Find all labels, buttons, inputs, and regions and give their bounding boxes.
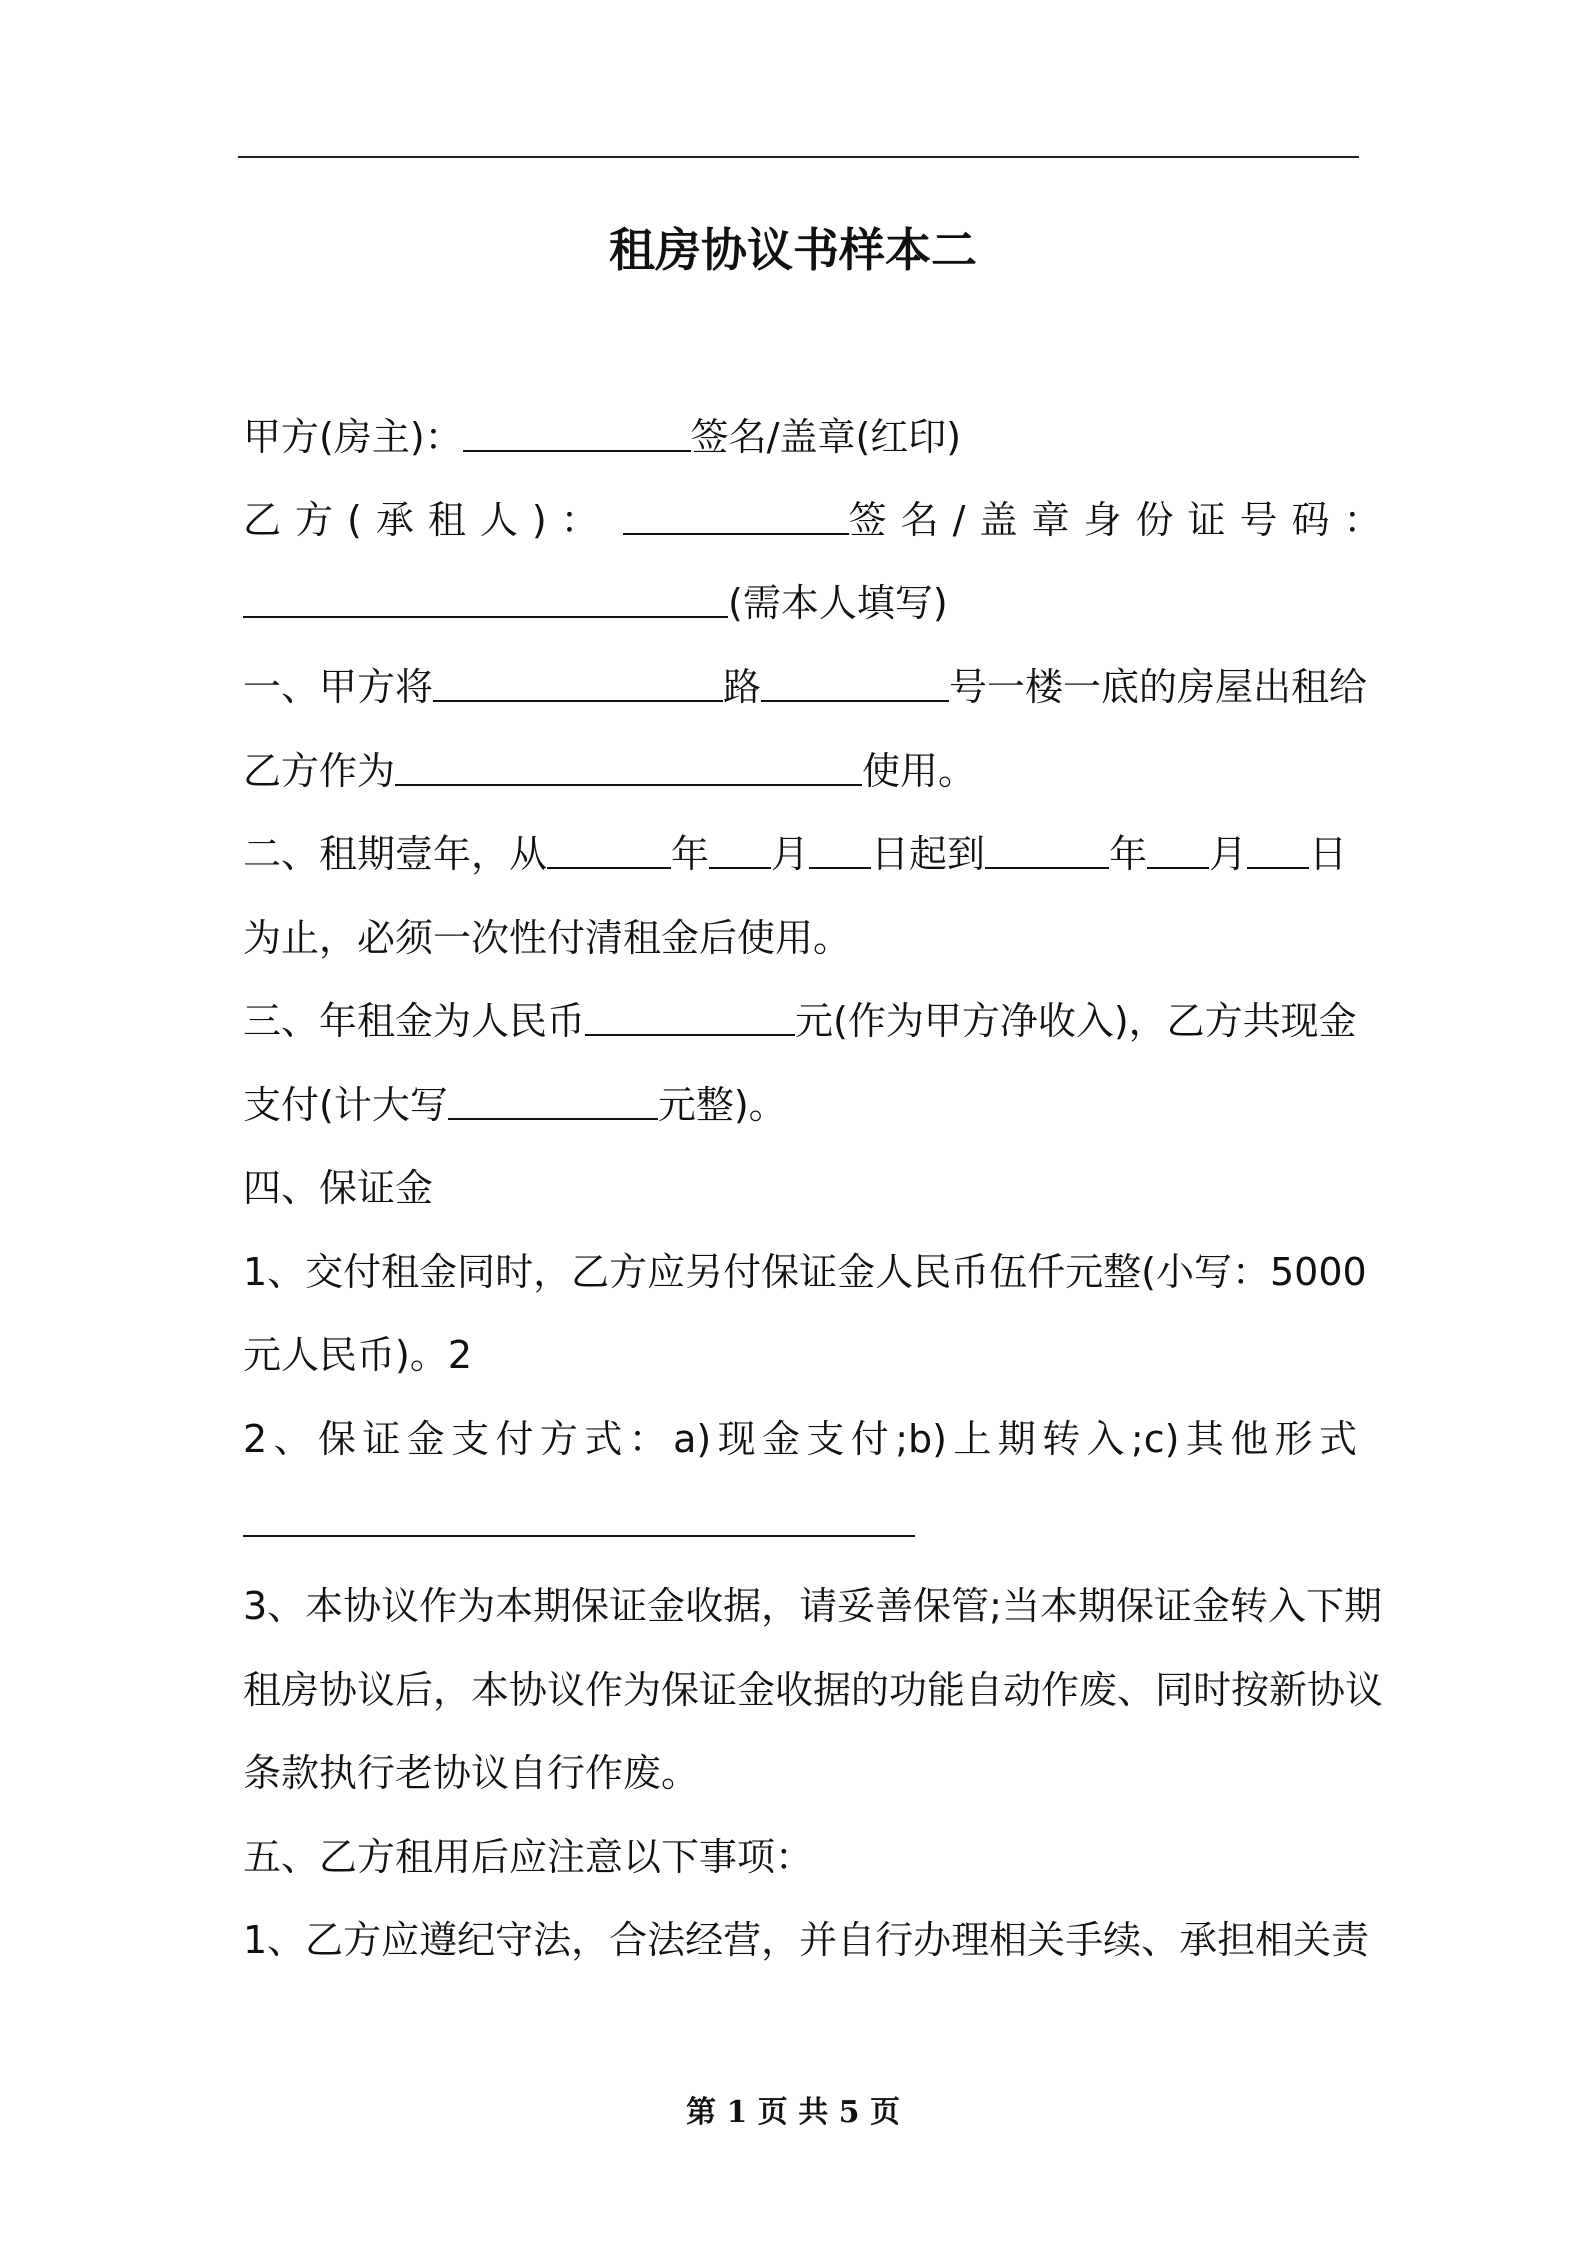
end-month-blank xyxy=(1147,837,1209,869)
clause-2-year-b: 年 xyxy=(1109,832,1148,876)
id-fill-note: (需本人填写) xyxy=(728,581,948,625)
line-tenant xyxy=(243,478,1396,562)
clause-1-text-d: 乙方作为 xyxy=(243,749,396,793)
landlord-sign-label: 签名/盖章(红印) xyxy=(690,415,962,459)
line-clause-1a xyxy=(243,645,1368,729)
clause-1-text-c: 号一楼一底的房屋出租给 xyxy=(949,665,1368,709)
page-number: 第 1 页 共 5 页 xyxy=(686,2095,900,2130)
line-clause-2a xyxy=(243,812,1357,896)
clause-3-text-b: 元(作为甲方净收入)，乙方共现金 xyxy=(795,999,1357,1043)
road-blank xyxy=(433,670,723,702)
line-clause-1b xyxy=(243,729,1357,813)
clause-4-3-text-b: 租房协议后，本协议作为保证金收据的功能自动作废、同时按新协议 xyxy=(243,1668,1384,1712)
line-clause-3b xyxy=(243,1063,1357,1147)
clause-2-text-b: 日起到 xyxy=(871,832,986,876)
clause-3-text-d: 元整)。 xyxy=(657,1083,787,1127)
start-month-blank xyxy=(709,837,771,869)
section-4-heading: 四、保证金 xyxy=(243,1166,434,1210)
end-day-blank xyxy=(1247,837,1309,869)
line-clause-3a xyxy=(243,979,1357,1063)
clause-4-2-text: 2、保证金支付方式：a)现金支付;b)上期转入;c)其他形式 xyxy=(243,1417,1357,1461)
line-section-5 xyxy=(243,1815,1357,1899)
landlord-label: 甲方(房主)： xyxy=(243,415,463,459)
clause-2-month-a: 月 xyxy=(771,832,810,876)
clause-2-day-b: 日 xyxy=(1309,832,1348,876)
line-clause-4-2-blank xyxy=(243,1480,1357,1564)
clause-2-year-a: 年 xyxy=(671,832,710,876)
line-clause-4-3a xyxy=(243,1564,1382,1648)
id-number-blank xyxy=(243,586,728,618)
start-day-blank xyxy=(809,837,871,869)
number-blank xyxy=(761,670,949,702)
section-5-heading: 五、乙方租用后应注意以下事项： xyxy=(243,1835,814,1879)
line-id-fill xyxy=(243,561,1357,645)
line-clause-2b xyxy=(243,896,1357,980)
clause-2-month-b: 月 xyxy=(1209,832,1248,876)
start-year-blank xyxy=(547,837,671,869)
clause-1-text-a: 一、甲方将 xyxy=(243,665,434,709)
clause-2-text-c: 为止，必须一次性付清租金后使用。 xyxy=(243,916,852,960)
clause-3-text-c: 支付(计大写 xyxy=(243,1083,448,1127)
landlord-blank xyxy=(463,420,691,452)
end-year-blank xyxy=(985,837,1109,869)
line-clause-4-2 xyxy=(243,1397,1357,1481)
usage-blank xyxy=(395,754,862,786)
document-title: 租房协议书样本二 xyxy=(609,223,977,277)
line-landlord xyxy=(243,395,1357,479)
header-rule xyxy=(238,156,1359,158)
line-section-4 xyxy=(243,1146,1357,1230)
clause-2-text-a: 二、租期壹年，从 xyxy=(243,832,548,876)
rent-words-blank xyxy=(448,1088,658,1120)
tenant-label: 乙方(承租人)： xyxy=(243,498,613,542)
clause-4-1-text-a: 1、交付租金同时，乙方应另付保证金人民币伍仟元整(小写：5000 xyxy=(243,1250,1367,1294)
tenant-sign-id-label: 签名/盖章身份证号码： xyxy=(848,498,1396,542)
line-clause-5-1 xyxy=(243,1898,1370,1982)
clause-4-3-text-c: 条款执行老协议自行作废。 xyxy=(243,1751,700,1795)
line-clause-4-3b xyxy=(243,1648,1384,1732)
clause-1-text-e: 使用。 xyxy=(862,749,977,793)
clause-4-1-text-b: 元人民币)。2 xyxy=(243,1333,473,1377)
line-clause-4-3c xyxy=(243,1731,1357,1815)
line-clause-4-1a xyxy=(243,1230,1367,1314)
tenant-blank xyxy=(623,503,849,535)
line-clause-4-1b xyxy=(243,1313,1357,1397)
clause-4-3-text-a: 3、本协议作为本期保证金收据，请妥善保管;当本期保证金转入下期 xyxy=(243,1584,1382,1628)
clause-3-text-a: 三、年租金为人民币 xyxy=(243,999,586,1043)
rent-amount-blank xyxy=(585,1004,795,1036)
deposit-method-blank xyxy=(243,1505,915,1537)
clause-1-text-b: 路 xyxy=(723,665,762,709)
clause-5-1-text: 1、乙方应遵纪守法，合法经营，并自行办理相关手续、承担相关责 xyxy=(243,1918,1370,1962)
